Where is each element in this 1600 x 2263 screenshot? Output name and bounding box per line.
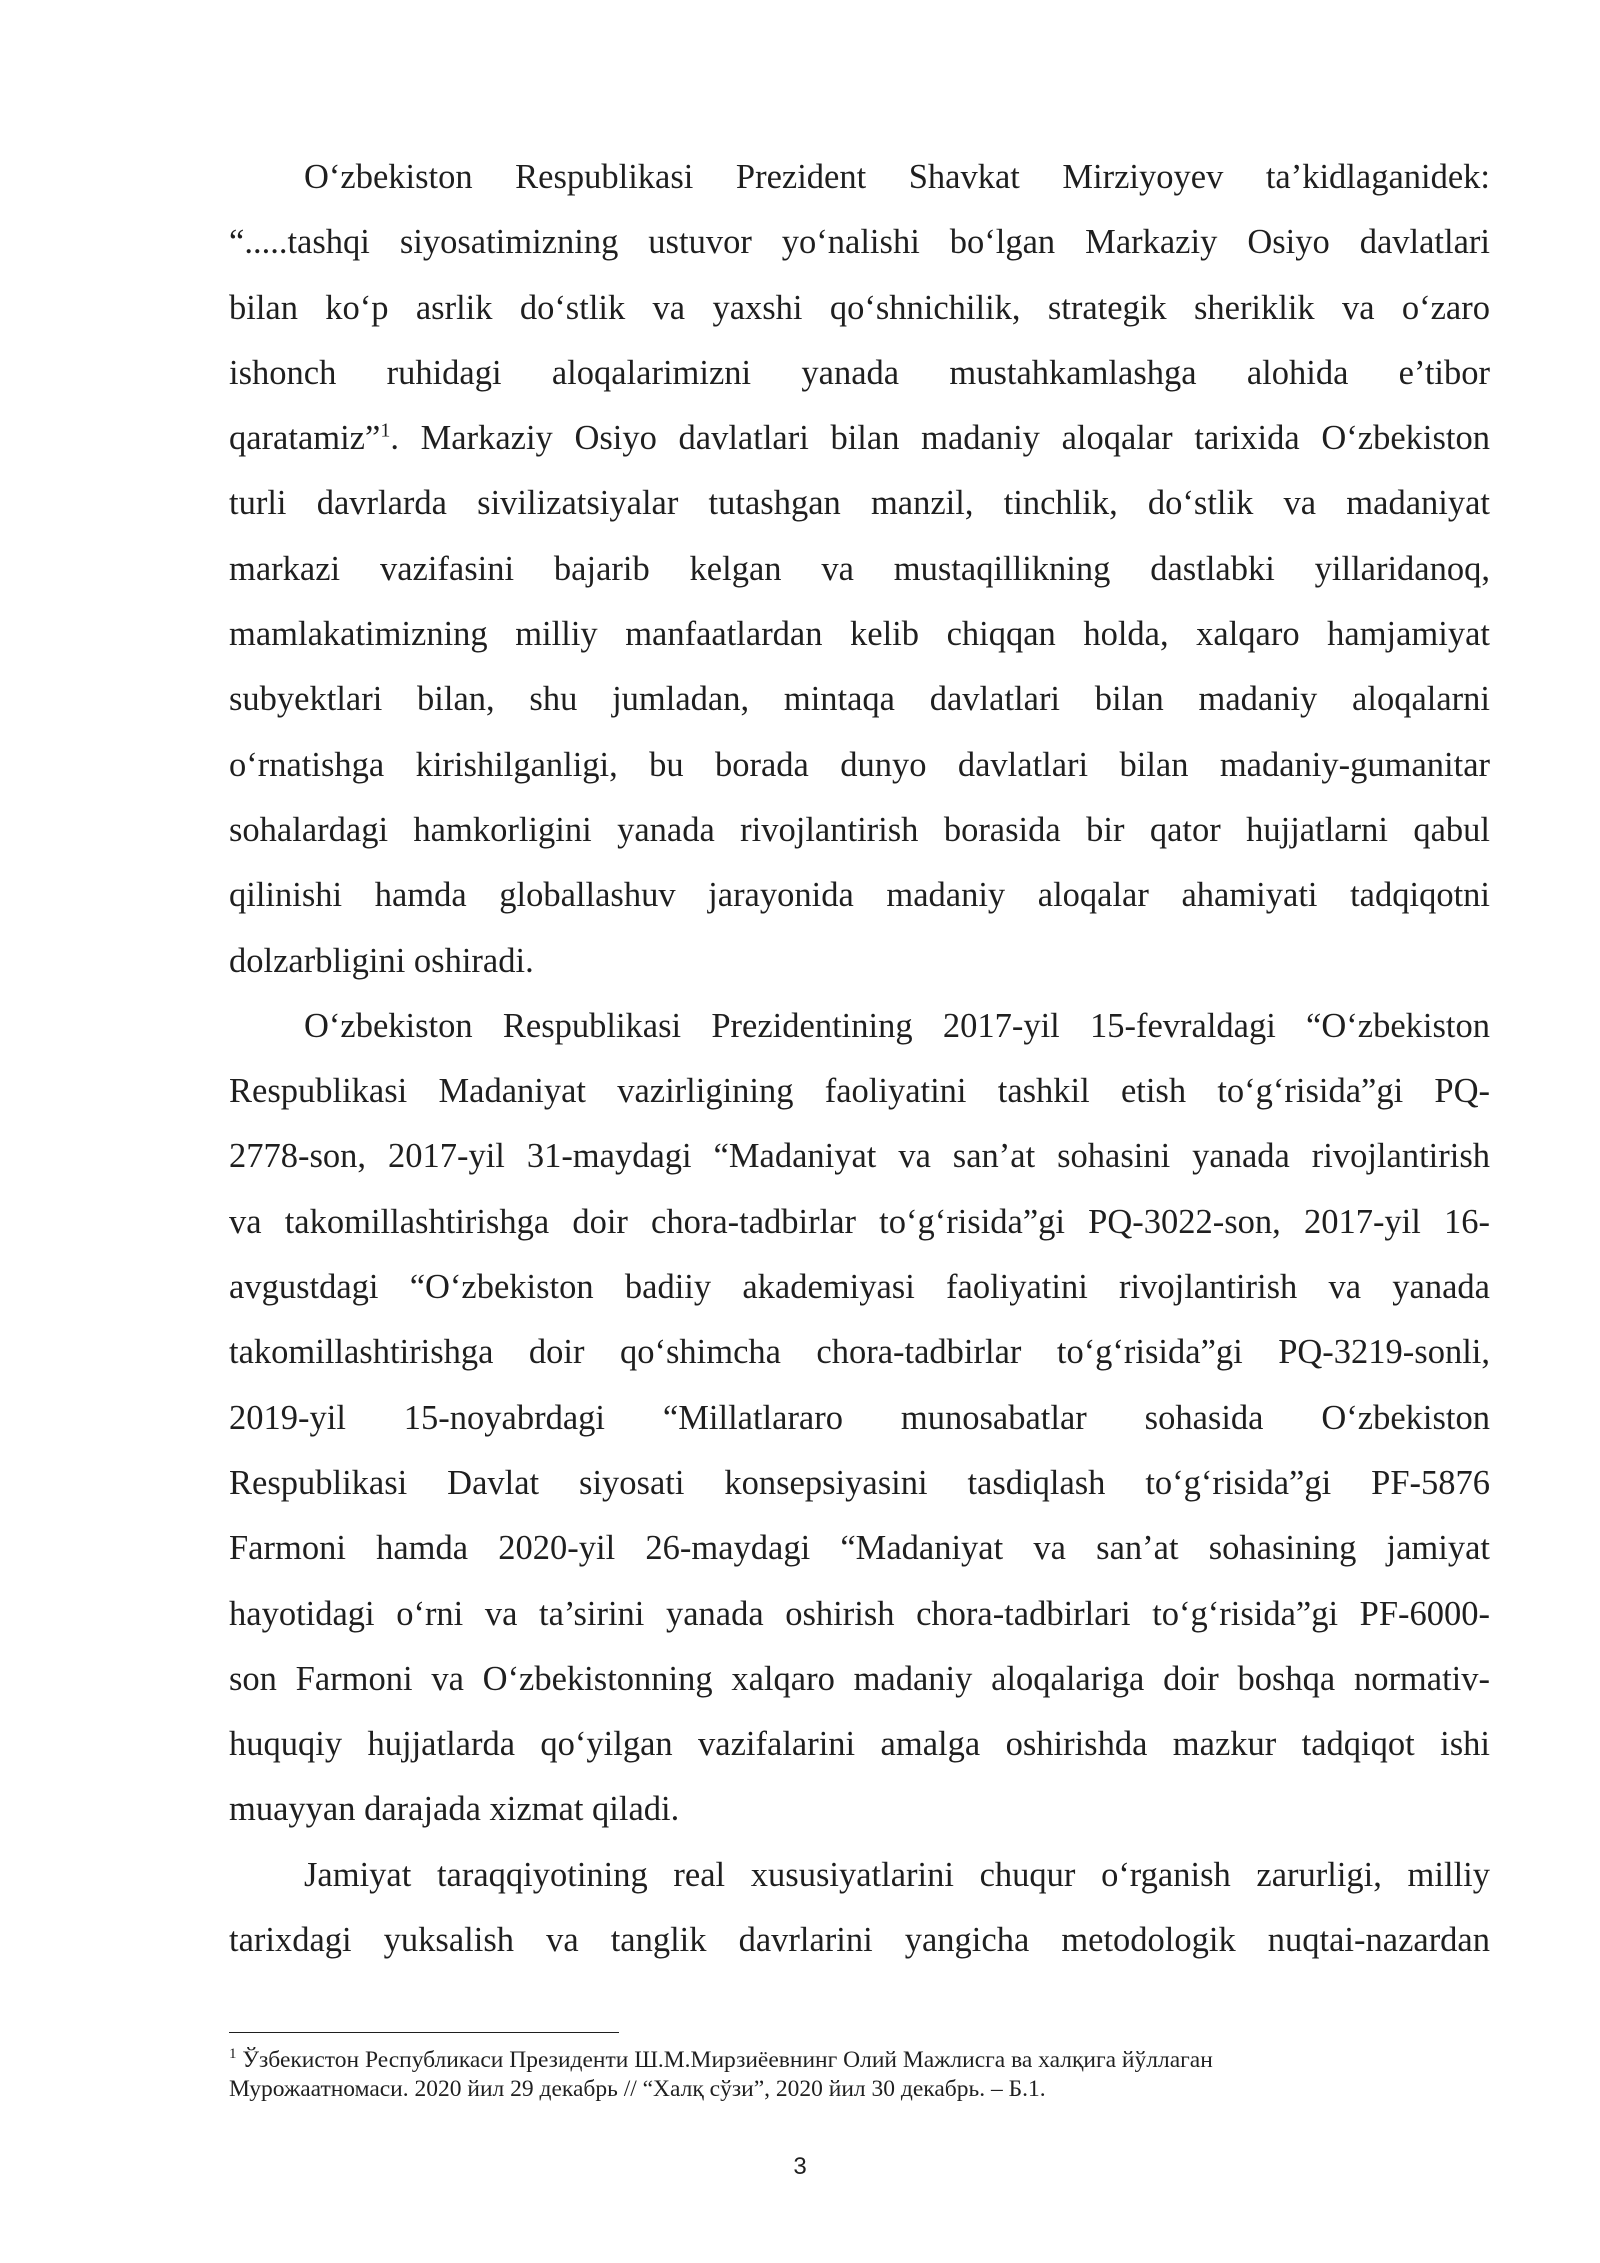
text-line: avgustdagi “O‘zbekiston badiiy akademiyasi faoliyatini rivojlantirish va yanada (229, 1268, 1490, 1307)
text-line: 2019-yil 15-noyabrdagi “Millatlararo munosabatlar sohasida O‘zbekiston (229, 1398, 1490, 1437)
text-line: qilinishi hamda globallashuv jarayonida madaniy aloqalar ahamiyati tadqiqotni (229, 876, 1490, 915)
footnote-line (229, 2046, 1490, 2075)
text-line: O‘zbekiston Respublikasi Prezidentining 2017-yil 15-fevraldagi “O‘zbekiston (304, 1006, 1490, 1045)
text-line-with-footnote (229, 406, 1490, 471)
text-line: Jamiyat taraqqiyotining real xususiyatlarini chuqur o‘rganish zarurligi, milliy (304, 1855, 1490, 1894)
text-line: o‘rnatishga kirishilganligi, bu borada dunyo davlatlari bilan madaniy-gumanitar (229, 745, 1490, 784)
text-line: O‘zbekiston Respublikasi Prezident Shavkat Mirziyoyev ta’kidlaganidek: (304, 158, 1490, 196)
text-line: huquqiy hujjatlarda qo‘yilgan vazifalarini amalga oshirishda mazkur tadqiqot ishi (229, 1725, 1490, 1764)
text-line: subyektlari bilan, shu jumladan, mintaqa davlatlari bilan madaniy aloqalarni (229, 680, 1490, 719)
paragraph-1 (229, 145, 1490, 994)
footnote-reference[interactable]: 1 (380, 419, 391, 442)
text-line: va takomillashtirishga doir chora-tadbirlar to‘g‘risida”gi PQ-3022-son, 2017-yil 16- (229, 1202, 1490, 1241)
text-line: mamlakatimizning milliy manfaatlardan kelib chiqqan holda, xalqaro hamjamiyat (229, 615, 1490, 654)
paragraph-2 (229, 994, 1490, 1843)
text-line: turli davrlarda sivilizatsiyalar tutashgan manzil, tinchlik, do‘stlik va madaniyat (229, 484, 1490, 523)
text-line: sohalardagi hamkorligini yanada rivojlantirish borasida bir qator hujjatlarni qabul (229, 810, 1490, 849)
footnote (229, 2046, 1490, 2104)
footnote-marker: 1 (229, 2046, 237, 2063)
footnote-text: Ўзбекистон Республикаси Президенти Ш.М.Мирзиёевнинг Олий Мажлисга ва халқига йўллаган (236, 2047, 1213, 2073)
paragraph-3 (229, 1843, 1490, 1974)
text-fragment: . Markaziy Osiyo davlatlari bilan madaniy aloqalar tarixida O‘zbekiston (390, 419, 1490, 458)
text-line: muayyan darajada xizmat qiladi. (229, 1790, 680, 1829)
text-line: hayotidagi o‘rni va ta’sirini yanada oshirish chora-tadbirlari to‘g‘risida”gi PF-6000- (229, 1594, 1490, 1633)
text-line: tarixdagi yuksalish va tanglik davrlarini yangicha metodologik nuqtai-nazardan (229, 1921, 1490, 1960)
text-line: bilan ko‘p asrlik do‘stlik va yaxshi qo‘shnichilik, strategik sheriklik va o‘zaro (229, 288, 1490, 327)
footnote-separator (229, 2032, 619, 2033)
text-line: son Farmoni va O‘zbekistonning xalqaro madaniy aloqalariga doir boshqa normativ- (229, 1659, 1490, 1698)
text-line: Respublikasi Davlat siyosati konsepsiyasini tasdiqlash to‘g‘risida”gi PF-5876 (229, 1463, 1490, 1502)
text-line: dolzarbligini oshiradi. (229, 941, 534, 980)
text-line: markazi vazifasini bajarib kelgan va mustaqillikning dastlabki yillaridanoq, (229, 549, 1490, 588)
text-line: “.....tashqi siyosatimizning ustuvor yo‘nalishi bo‘lgan Markaziy Osiyo davlatlari (229, 223, 1490, 262)
text-line: 2778-son, 2017-yil 31-maydagi “Madaniyat va san’at sohasini yanada rivojlantirish (229, 1137, 1490, 1176)
text-line: ishonch ruhidagi aloqalarimizni yanada mustahkamlashga alohida e’tibor (229, 353, 1490, 392)
text-line: Farmoni hamda 2020-yil 26-maydagi “Madaniyat va san’at sohasining jamiyat (229, 1529, 1490, 1568)
body-text (229, 145, 1490, 1973)
footnote-line: Мурожаатномаси. 2020 йил 29 декабрь // “Халқ сўзи”, 2020 йил 30 декабрь. – Б.1. (229, 2076, 1046, 2102)
text-line: Respublikasi Madaniyat vazirligining faoliyatini tashkil etish to‘g‘risida”gi PQ- (229, 1072, 1490, 1111)
text-fragment: qaratamiz” (229, 419, 381, 458)
text-line: takomillashtirishga doir qo‘shimcha chora-tadbirlar to‘g‘risida”gi PQ-3219-sonli, (229, 1333, 1490, 1372)
page-number: 3 (793, 2153, 807, 2180)
